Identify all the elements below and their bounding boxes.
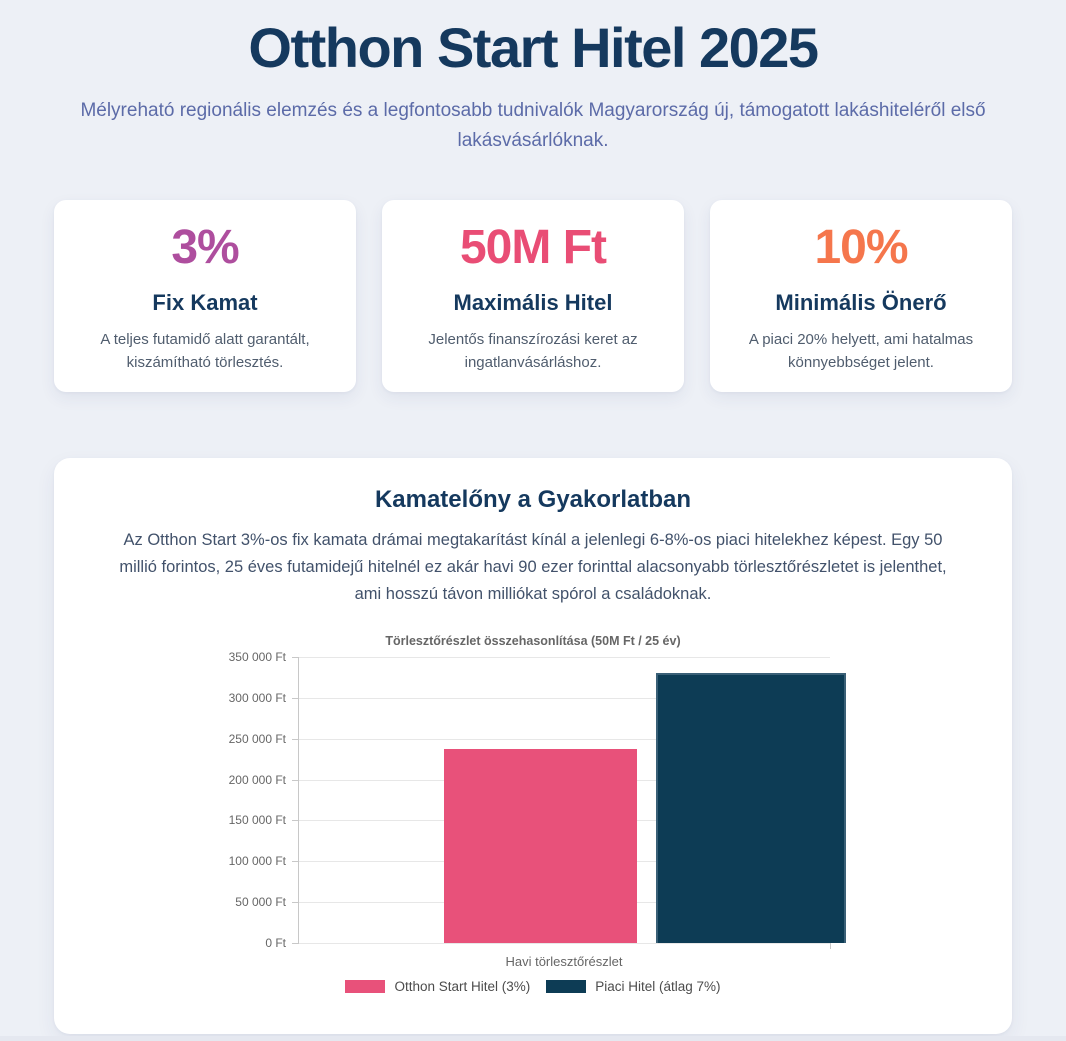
payment-comparison-chart [218, 634, 848, 1006]
y-tick-mark [292, 780, 299, 781]
page-title: Otthon Start Hitel 2025 [248, 16, 818, 79]
y-tick-label: 50 000 Ft [235, 895, 286, 910]
y-tick-mark [292, 698, 299, 699]
y-tick-mark [292, 902, 299, 903]
x-axis-edge-tick [830, 943, 831, 949]
y-tick-label: 300 000 Ft [228, 691, 286, 706]
stat-card-fix-kamat [54, 200, 356, 392]
stat-description: A teljes futamidő alatt garantált, kiszámítható törlesztés. [100, 331, 310, 372]
y-tick-mark [292, 657, 299, 658]
stat-description: Jelentős finanszírozási keret az ingatlanvásárláshoz. [428, 331, 638, 372]
section-paragraph: Az Otthon Start 3%-os fix kamata drámai megtakarítást kínál a jelenlegi 6-8%-os piaci hitelekhez képest. Egy 50 millió forintos, 25 éves futamidejű hitelnél ez akár havi 90 ezer forinttal alacsonyabb törlesztőrészletet is jelenthet, ami hosszú távon milliókat spórol a családoknak. [119, 531, 947, 604]
section-title: Kamatelőny a Gyakorlatban [374, 486, 692, 514]
bar-piaci-hitel[interactable] [656, 673, 846, 943]
y-tick-label: 200 000 Ft [228, 773, 286, 788]
stat-card-minimalis-onero [710, 200, 1012, 392]
stat-label: Maximális Hitel [453, 290, 613, 316]
legend-swatch-piaci-hitel [546, 980, 586, 993]
y-tick-mark [292, 943, 299, 944]
gridline [299, 943, 830, 944]
legend-label: Piaci Hitel (átlag 7%) [595, 979, 721, 995]
y-tick-label: 100 000 Ft [228, 854, 286, 869]
gridline [299, 657, 830, 658]
y-tick-mark [292, 820, 299, 821]
chart-title: Törlesztőrészlet összehasonlítása (50M Ft / 25 év) [385, 634, 681, 649]
stat-description: A piaci 20% helyett, ami hatalmas könnyebbséget jelent. [748, 331, 974, 372]
stat-label: Minimális Önerő [775, 290, 947, 316]
stat-card-maximalis-hitel [382, 200, 684, 392]
stats-row [54, 200, 1012, 392]
stat-value: 3% [171, 221, 239, 275]
chart-legend [218, 979, 848, 994]
chart-plot-area [228, 650, 830, 951]
x-axis-label: Havi törlesztőrészlet [505, 954, 623, 970]
page-bottom-strip [0, 1036, 1066, 1041]
y-tick-label: 150 000 Ft [228, 813, 286, 828]
bar-otthon-start-hitel[interactable] [444, 749, 637, 943]
legend-item-piaci-hitel[interactable] [546, 979, 720, 994]
legend-swatch-otthon-start [345, 980, 385, 993]
stat-value: 50M Ft [459, 221, 606, 275]
y-tick-mark [292, 861, 299, 862]
legend-item-otthon-start[interactable] [345, 979, 530, 994]
legend-label: Otthon Start Hitel (3%) [394, 979, 531, 995]
y-tick-mark [292, 739, 299, 740]
stat-value: 10% [814, 221, 908, 275]
page-subtitle: Mélyreható regionális elemzés és a legfontosabb tudnivalók Magyarország új, támogatott lakáshiteléről első lakásvásárlóknak. [80, 100, 986, 152]
stat-label: Fix Kamat [152, 290, 258, 316]
y-tick-label: 0 Ft [265, 936, 286, 951]
y-tick-label: 350 000 Ft [228, 650, 286, 665]
analysis-card [54, 458, 1012, 1034]
y-tick-label: 250 000 Ft [228, 732, 286, 747]
